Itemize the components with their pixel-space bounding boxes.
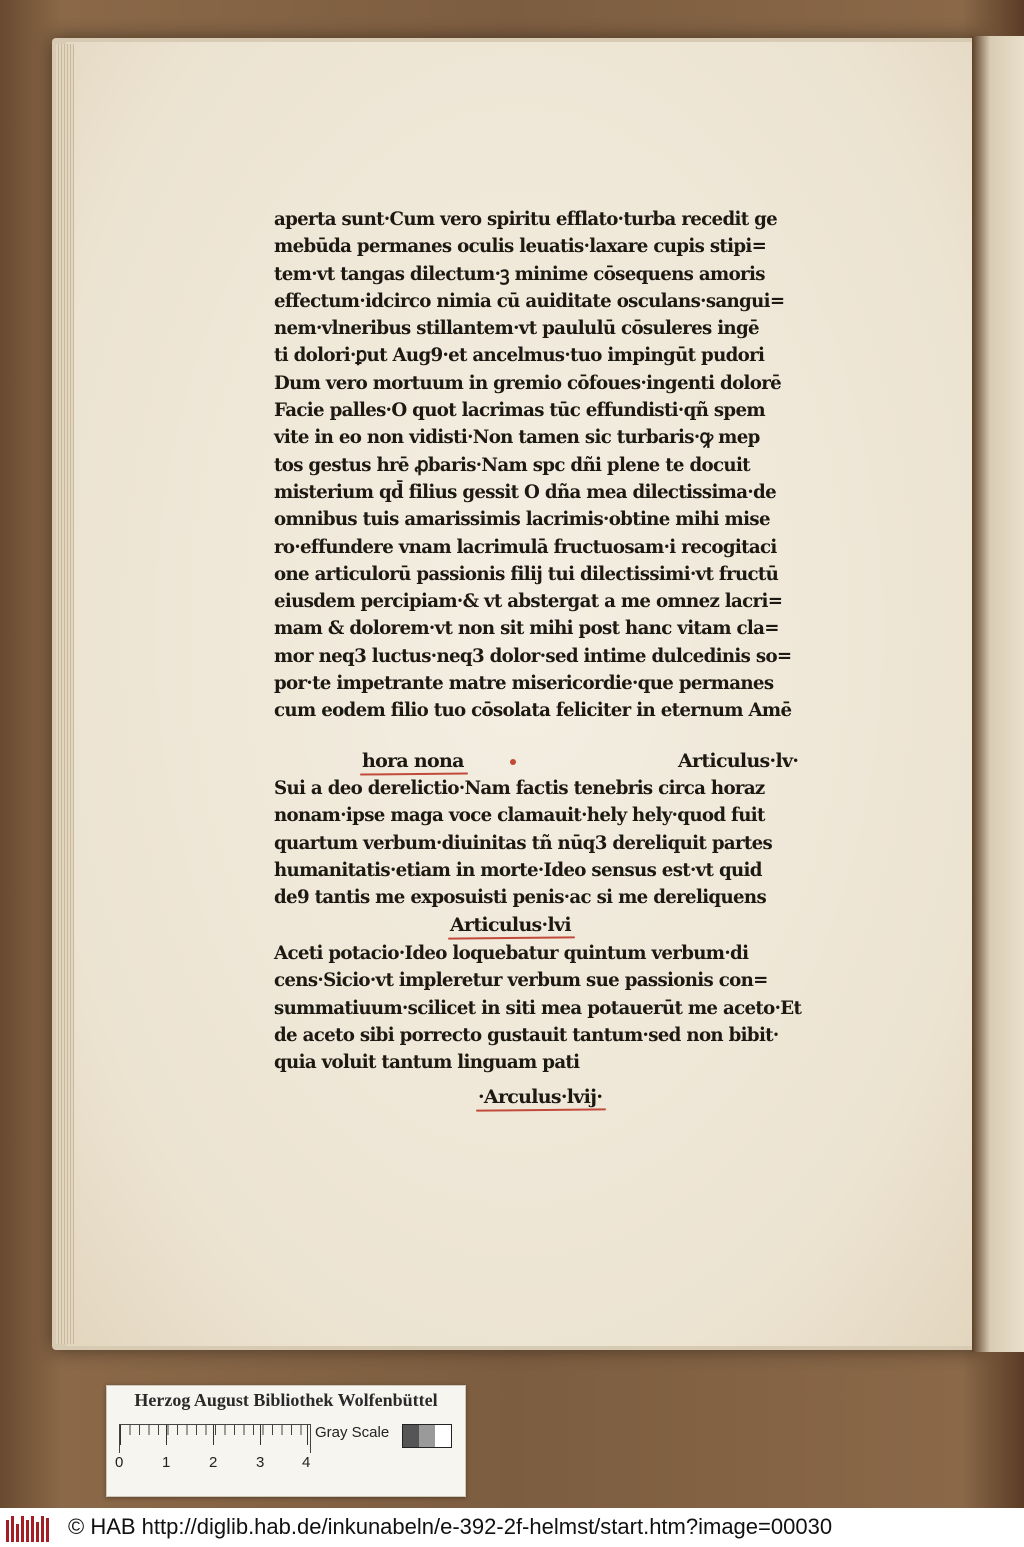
card-title: Herzog August Bibliothek Wolfenbüttel (134, 1390, 438, 1410)
text-line: tos gestus hrē ꝓbaris·Nam spc dñi plene te docuit (274, 453, 750, 476)
text-line: de9 tantis me exposuisti penis·ac si me dereliquens (274, 886, 767, 909)
heading-hora-nona: hora nona (362, 748, 464, 775)
text-line: mor neq3 luctus·neq3 dolor·sed intime dulcedinis so= (274, 644, 792, 667)
heading-articulus-lvi: Articulus·lvi (450, 912, 571, 939)
text-line: quartum verbum·diuinitas tñ nūq3 dereliquit partes (274, 831, 773, 854)
text-line: Aceti potacio·Ideo loquebatur quintum verbum·di (274, 942, 749, 964)
ruler-label-4: 4 (302, 1454, 311, 1471)
text-line: ti dolori·ꝑut Aug9·et ancelmus·tuo impingūt pudori (274, 344, 765, 367)
text-block-2 (274, 775, 834, 911)
text-line: nem·vlneribus stillantem·vt paululū cōsuleres ingē (274, 317, 759, 340)
ruler-label-3: 3 (256, 1454, 265, 1471)
footer-source-url[interactable]: © HAB http://diglib.hab.de/inkunabeln/e-392-2f-helmst/start.htm?image=00030 (68, 1514, 833, 1539)
text-line: cum eodem filio tuo cōsolata feliciter in eternum Amē (274, 699, 792, 722)
text-line: mam & dolorem·vt non sit mihi post hanc vitam cla= (274, 617, 779, 640)
text-line: quia voluit tantum linguam pati (274, 1051, 580, 1074)
text-line: omnibus tuis amarissimis lacrimis·obtine mihi mise (274, 508, 770, 531)
text-line: Facie palles·O quot lacrimas tūc effundisti·qñ spem (274, 399, 765, 422)
ruler-label-1: 1 (162, 1454, 171, 1471)
footer-bar (0, 1508, 1024, 1547)
text-line: Dum vero mortuum in gremio cōfoues·ingenti dolorē (274, 371, 782, 394)
library-color-card (106, 1385, 466, 1497)
text-line: cens·Sicio·vt impleretur verbum sue passionis con= (274, 969, 768, 992)
gray-scale-label: Gray Scale (315, 1424, 390, 1441)
text-line: tem·vt tangas dilectum·ꝫ minime cōsequens amoris (274, 262, 765, 285)
heading-articulus-lvii: ·Arculus·lvij· (478, 1084, 602, 1111)
text-line: vite in eo non vidisti·Non tamen sic turbaris·ꝙ mep (274, 426, 760, 449)
text-line: one articulorū passionis filij tui dilectissimi·vt fructū (274, 562, 779, 585)
red-ink-dot (510, 759, 516, 765)
main-text-block (274, 206, 834, 725)
heading-row-2 (274, 912, 834, 939)
text-line: effectum·idcirco nimia cū auiditate osculans·sangui= (274, 289, 785, 312)
gray-scale-swatches (402, 1424, 452, 1448)
text-line: por·te impetrante matre misericordie·que permanes (274, 672, 774, 695)
text-line: Sui a deo derelictio·Nam factis tenebris circa horaz (274, 777, 765, 799)
text-line: de aceto sibi porrecto gustauit tantum·sed non bibit· (274, 1023, 779, 1046)
text-line: eiusdem percipiam·& vt abstergat a me omnez lacri= (274, 590, 783, 613)
text-line: humanitatis·etiam in morte·Ideo sensus est·vt quid (274, 858, 762, 881)
text-line: mebūda permanes oculis leuatis·laxare cupis stipi= (274, 235, 767, 258)
text-line: aperta sunt·Cum vero spiritu efflato·turba recedit ge (274, 208, 778, 230)
text-line: ro·effundere vnam lacrimulā fructuosam·i recogitaci (274, 535, 777, 558)
ruler-label-0: 0 (115, 1454, 124, 1471)
heading-row-1 (274, 748, 834, 775)
facing-page-edge (972, 36, 1024, 1352)
text-line: nonam·ipse maga voce clamauit·hely hely·quod fuit (274, 804, 765, 827)
heading-row-3 (274, 1084, 834, 1111)
ruler-label-2: 2 (209, 1454, 218, 1471)
heading-articulus-lv: Articulus·lv· (678, 750, 799, 772)
scale-ruler (119, 1424, 311, 1453)
text-line: summatiuum·scilicet in siti mea potauerūt me aceto·Et (274, 996, 802, 1019)
text-line: misterium qd̄ filius gessit O dña mea dilectissima·de (274, 480, 776, 503)
page-edges (56, 44, 74, 1344)
hab-logo-icon (6, 1514, 50, 1542)
text-block-3 (274, 940, 834, 1076)
